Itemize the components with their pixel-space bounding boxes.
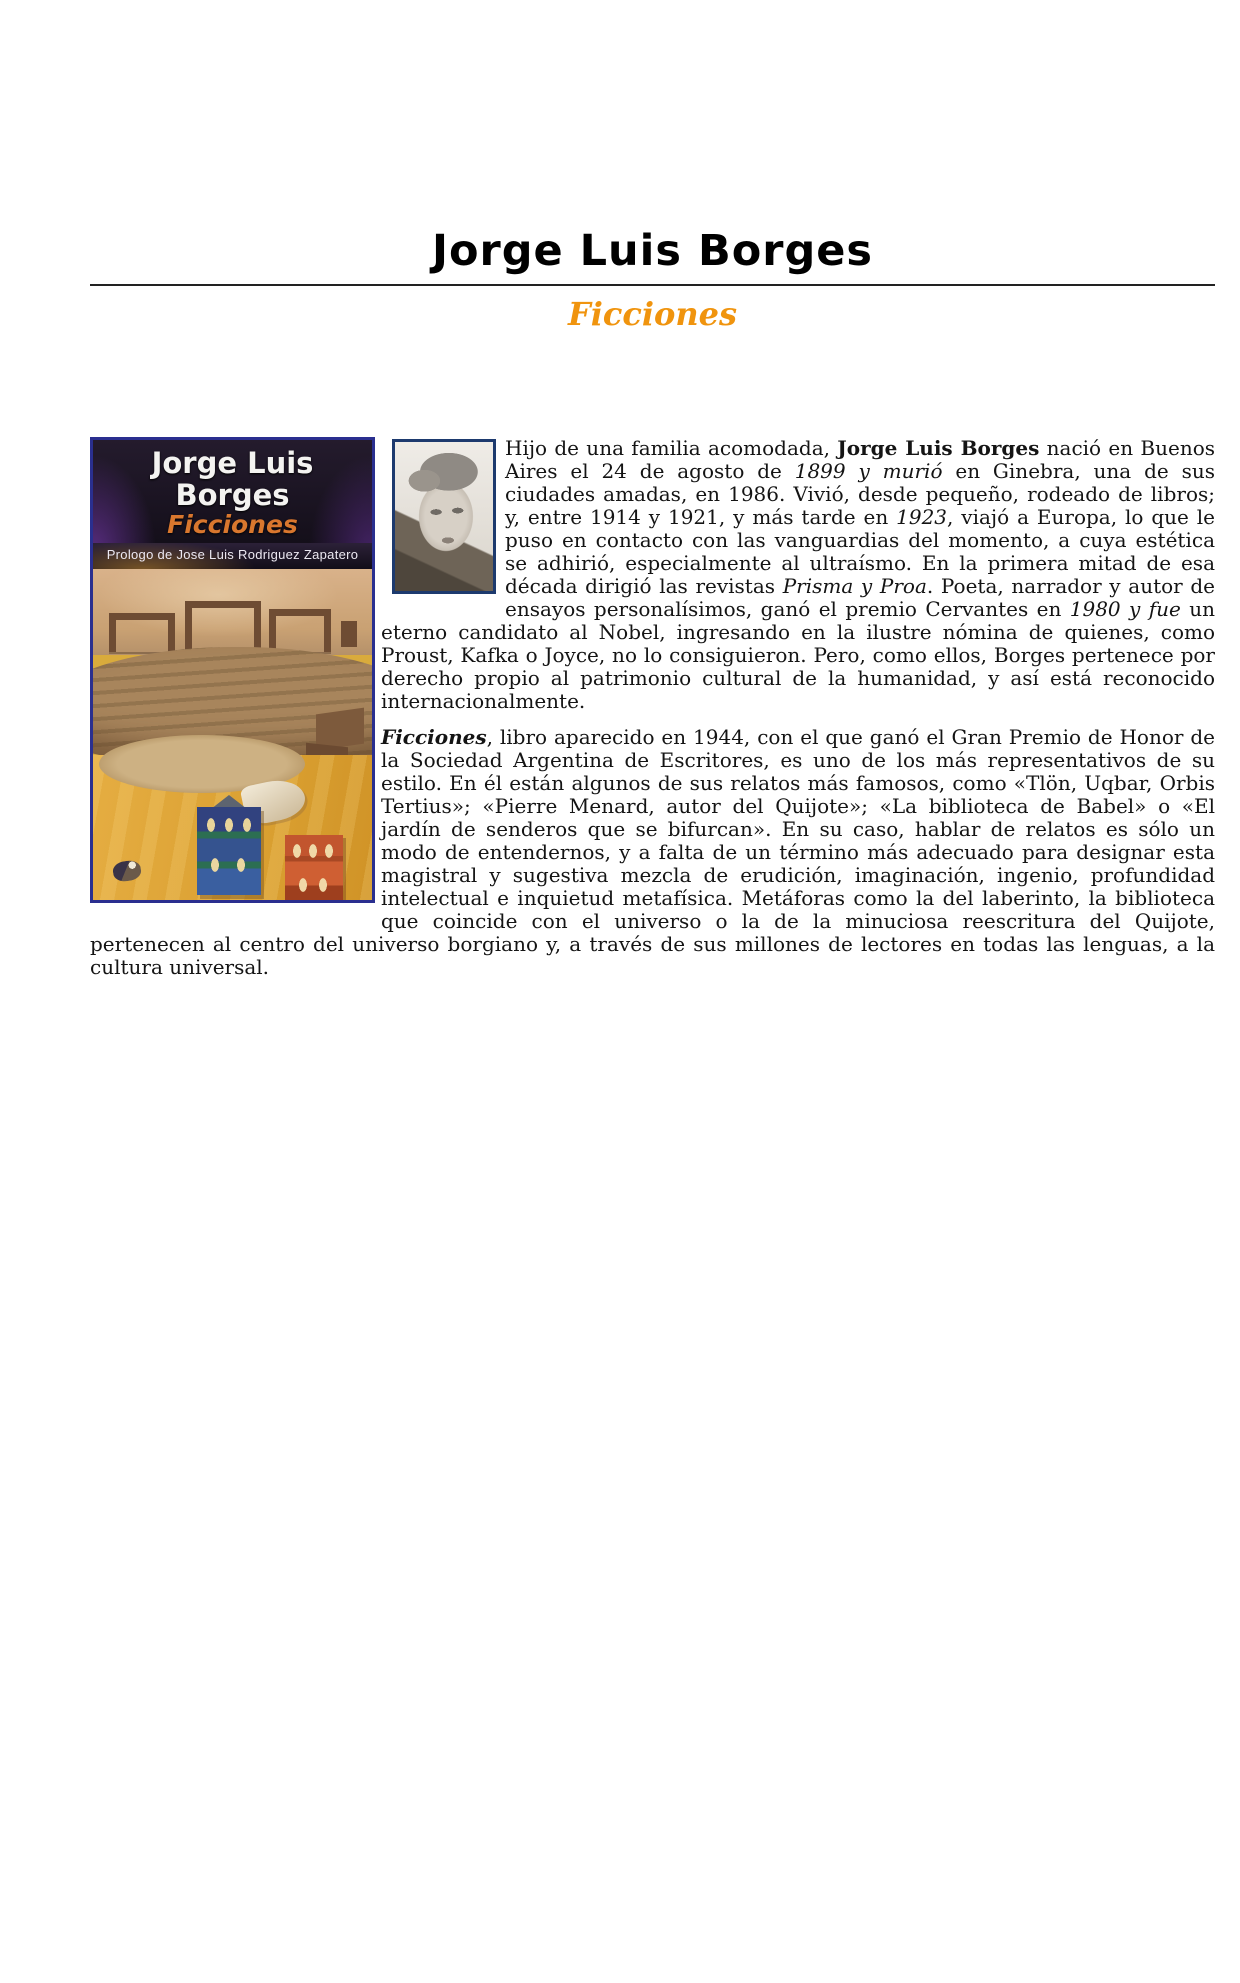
ruins-arch-icon — [269, 609, 331, 652]
cover-author-line-1: Jorge Luis — [151, 446, 314, 481]
cover-prologue-line: Prologo de Jose Luis Rodriguez Zapatero — [93, 543, 372, 569]
red-tower-icon — [285, 835, 343, 903]
blue-tower-icon — [197, 807, 261, 895]
cover-author-line-2: Borges — [175, 478, 290, 513]
borges-portrait-photo — [392, 439, 496, 594]
article-body — [90, 437, 1215, 979]
document-page — [0, 228, 1240, 979]
ficciones-paragraph: Ficciones, libro aparecido en 1944, con el que ganó el Gran Premio de Honor de la Sociedad Argentina de Escritores, es uno de los más representativos de su estilo. En él están algunos de sus relatos más famosos, como «Tlön, Uqbar, Orbis Tertius»; «Pierre Menard, autor del Quijote»; «La biblioteca de Babel» o «El jardín de senderos que se bifurcan». En su caso, hablar de relatos es sólo un modo de entendernos, y a falta de un término más adecuado para designar esta magistral y sugestiva mezcla de erudición, imaginación, ingenio, profundidad intelectual e inquietud metafísica. Metáforas como la del laberinto, la biblioteca que coincide con el universo o la de la minuciosa reescritura del Quijote, pertenecen al centro del universo borgiano y, a través de sus millones de lectores en todas las lenguas, a la cultura universal. — [90, 725, 1215, 980]
bio-paragraph: Hijo de una familia acomodada, Jorge Luis Borges nació en Buenos Aires el 24 de agosto de 1899 y murió en Ginebra, una de sus ciudades amadas, en 1986. Vivió, desde pequeño, rodeado de libros; y, entre 1914 y 1921, y más tarde en 1923, viajó a Europa, lo que le puso en contacto con las vanguardias del momento, a cuya estética se adhirió, especialmente al ultraísmo. En la primera mitad de esa década dirigió las revistas Prisma y Proa. Poeta, narrador y autor de ensayos personalísimos, ganó el premio Cervantes en 1980 y fue un eterno candidato al Nobel, ingresando en la ilustre nómina de quienes, como Proust, Kafka o Joyce, no lo consiguieron. Pero, como ellos, Borges pertenece por derecho propio al patrimonio cultural de la humanidad, y así está reconocido internacionalmente. — [381, 436, 1216, 714]
ruins-arch-icon — [185, 601, 261, 652]
book-cover-image — [90, 437, 375, 903]
page-title: Jorge Luis Borges — [431, 226, 874, 276]
ruins-arch-icon — [109, 613, 175, 652]
book-cover-header — [93, 440, 372, 543]
cover-title: Ficciones — [167, 510, 298, 540]
cover-desert-illustration — [93, 569, 372, 903]
title-rule — [90, 284, 1215, 286]
ruins-pillar-icon — [341, 621, 357, 647]
page-subtitle: Ficciones — [568, 295, 737, 334]
